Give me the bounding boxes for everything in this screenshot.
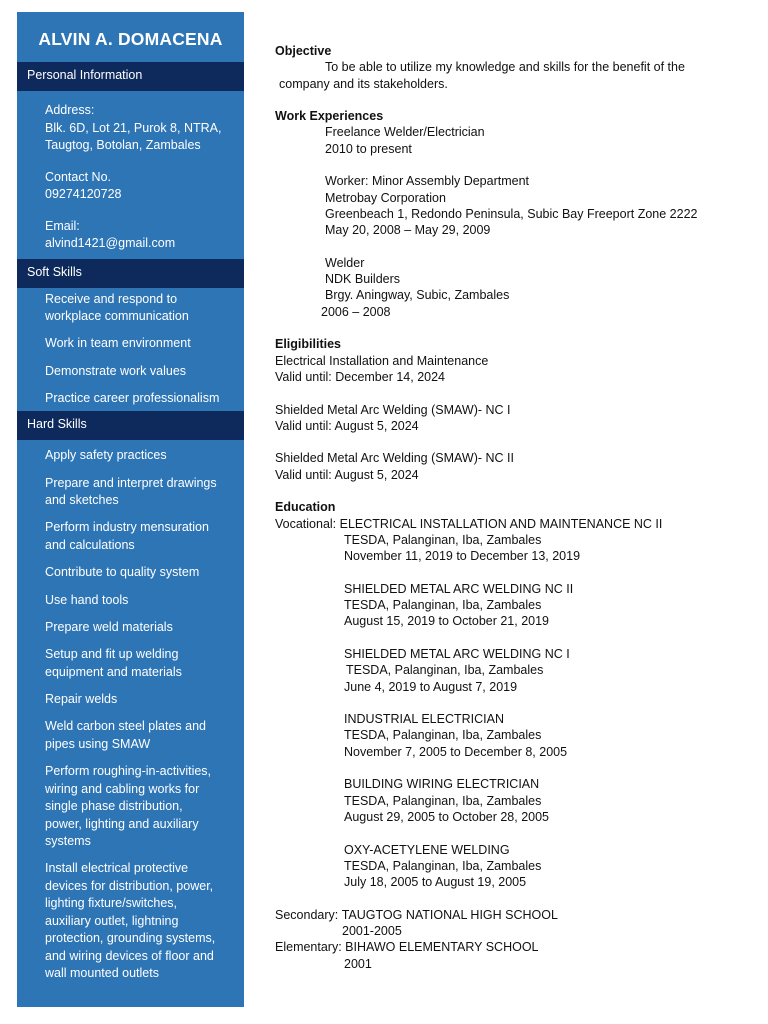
objective-text: company and its stakeholders.: [279, 76, 448, 91]
eligibility-entry: [275, 402, 745, 435]
elementary-school: BIHAWO ELEMENTARY SCHOOL: [345, 940, 539, 955]
skill-text: Prepare weld materials: [45, 619, 173, 634]
email-address: alvind1421@gmail.com: [45, 236, 176, 250]
skill-text: workplace communication: [45, 309, 189, 323]
work-entry: [275, 255, 745, 320]
work-line: NDK Builders: [325, 272, 401, 287]
skill-text: power, lighting and auxiliary: [45, 816, 199, 831]
address-line: Blk. 6D, Lot 21, Purok 8, NTRA,: [45, 120, 222, 135]
elementary-years: 2001: [344, 956, 372, 971]
vocational-entry: [275, 581, 745, 630]
secondary-years: 2001-2005: [342, 924, 402, 939]
skill-text: Install electrical protective: [45, 861, 189, 876]
work-line: Brgy. Aningway, Subic, Zambales: [325, 288, 510, 303]
vocational-entry: [275, 842, 745, 891]
skill-item: [45, 592, 234, 610]
skill-text: Work in team environment: [45, 336, 191, 351]
course-detail: TESDA, Palanginan, Iba, Zambales: [344, 598, 542, 613]
eligibility-line: Shielded Metal Arc Welding (SMAW)- NC II: [275, 451, 514, 466]
skill-text: and sketches: [45, 493, 119, 508]
skill-text: Receive and respond to: [45, 291, 178, 306]
personal-info-heading: Personal Information: [17, 62, 244, 91]
skill-text: auxiliary outlet, lightning: [45, 913, 179, 928]
hard-skills-list: [17, 440, 244, 986]
skill-text: Setup and fit up welding: [45, 647, 179, 662]
hard-skills-heading: Hard Skills: [17, 411, 244, 440]
work-entry: [275, 173, 745, 238]
skill-text: devices for distribution, power,: [45, 878, 214, 893]
address-label: Address:: [45, 103, 95, 117]
vocational-entry: [275, 646, 745, 695]
skill-text: Practice career professionalism: [45, 390, 220, 405]
eligibility-line: Valid until: August 5, 2024: [275, 467, 419, 482]
eligibility-entry: [275, 353, 745, 386]
address-group: [45, 102, 234, 155]
skill-text: Repair welds: [45, 691, 118, 706]
skill-item: [45, 646, 234, 681]
vocational-row: [275, 516, 745, 532]
skill-item: [45, 691, 234, 709]
skill-text: Weld carbon steel plates and: [45, 719, 206, 734]
vocational-entry: [275, 776, 745, 825]
eligibilities-heading: Eligibilities: [275, 337, 341, 352]
skill-text: protection, grounding systems,: [45, 931, 216, 946]
skill-text: Perform roughing-in-activities,: [45, 764, 212, 779]
skill-text: Demonstrate work values: [45, 363, 187, 378]
work-entry: [275, 124, 745, 157]
work-line: Freelance Welder/Electrician: [325, 125, 485, 140]
contact-details: [17, 91, 244, 259]
skill-item: [45, 475, 234, 510]
eligibilities-list: [275, 353, 745, 483]
skill-item: [45, 860, 234, 983]
eligibility-line: Valid until: August 5, 2024: [275, 418, 419, 433]
work-line: 2006 – 2008: [321, 304, 391, 319]
skill-text: Contribute to quality system: [45, 565, 200, 580]
course-title: INDUSTRIAL ELECTRICIAN: [344, 712, 504, 727]
skill-text: wiring and cabling works for: [45, 781, 200, 796]
elementary-label: Elementary:: [275, 940, 346, 955]
address-line: Taugtog, Botolan, Zambales: [45, 138, 201, 152]
vocational-entry: [275, 516, 745, 565]
course-title: SHIELDED METAL ARC WELDING NC I: [344, 646, 570, 661]
skill-text: Prepare and interpret drawings: [45, 475, 217, 490]
email-label: Email:: [45, 218, 80, 233]
eligibility-line: Shielded Metal Arc Welding (SMAW)- NC I: [275, 402, 511, 417]
course-detail: June 4, 2019 to August 7, 2019: [344, 679, 518, 694]
elementary-row: [275, 939, 745, 955]
skill-item: [45, 619, 234, 637]
vocational-label: Vocational:: [275, 516, 340, 531]
skill-text: lighting fixture/switches,: [45, 896, 178, 911]
course-title: SHIELDED METAL ARC WELDING NC II: [344, 581, 574, 596]
skill-item: [45, 564, 234, 582]
applicant-name: ALVIN A. DOMACENA: [38, 29, 223, 49]
skill-text: and calculations: [45, 537, 135, 552]
soft-skills-heading: Soft Skills: [17, 259, 244, 288]
eligibility-entry: [275, 450, 745, 483]
skill-text: Apply safety practices: [45, 448, 167, 463]
course-detail: TESDA, Palanginan, Iba, Zambales: [344, 858, 542, 873]
skill-text: equipment and materials: [45, 664, 182, 679]
skill-item: [45, 363, 234, 381]
secondary-label: Secondary:: [275, 907, 342, 922]
skill-item: [45, 335, 234, 353]
contact-group: [45, 169, 234, 204]
sidebar: [17, 12, 244, 1007]
work-line: Welder: [325, 255, 365, 270]
skill-text: Perform industry mensuration: [45, 520, 209, 535]
secondary-row: [275, 907, 745, 923]
skill-item: [45, 390, 234, 408]
skill-item: [45, 447, 234, 465]
objective-text: To be able to utilize my knowledge and skills for the benefit of the: [325, 60, 685, 75]
work-heading: Work Experiences: [275, 109, 384, 124]
eligibility-line: Electrical Installation and Maintenance: [275, 353, 489, 368]
secondary-school: TAUGTOG NATIONAL HIGH SCHOOL: [341, 907, 558, 922]
contact-label: Contact No.: [45, 169, 112, 184]
education-heading: Education: [275, 500, 336, 515]
soft-skills-list: [17, 288, 244, 412]
email-group: [45, 218, 234, 253]
course-detail: August 15, 2019 to October 21, 2019: [344, 614, 550, 629]
course-detail: TESDA, Palanginan, Iba, Zambales: [344, 728, 542, 743]
objective-heading: Objective: [275, 44, 332, 58]
course-detail: TESDA, Palanginan, Iba, Zambales: [344, 532, 542, 547]
skill-item: [45, 763, 234, 851]
skill-item: [45, 519, 234, 554]
course-title: BUILDING WIRING ELECTRICIAN: [344, 777, 540, 792]
skill-text: systems: [45, 834, 91, 849]
skill-text: and wiring devices of floor and: [45, 948, 214, 963]
vocational-list: [275, 516, 745, 891]
work-line: Greenbeach 1, Redondo Peninsula, Subic Bay Freeport Zone 2222: [325, 206, 698, 221]
skill-text: Use hand tools: [45, 592, 129, 607]
course-title: OXY-ACETYLENE WELDING: [344, 842, 510, 857]
main-content: [275, 43, 745, 972]
eligibility-line: Valid until: December 14, 2024: [275, 369, 446, 384]
course-detail: November 11, 2019 to December 13, 2019: [344, 549, 581, 564]
vocational-entry: [275, 711, 745, 760]
work-line: Metrobay Corporation: [325, 190, 446, 205]
work-line: Worker: Minor Assembly Department: [325, 174, 529, 189]
skill-item: [45, 291, 234, 326]
course-detail: November 7, 2005 to December 8, 2005: [344, 744, 568, 759]
work-list: [275, 124, 745, 320]
skill-text: pipes using SMAW: [45, 736, 151, 751]
course-title: ELECTRICAL INSTALLATION AND MAINTENANCE NC II: [339, 516, 663, 531]
contact-number: 09274120728: [45, 187, 122, 201]
course-detail: August 29, 2005 to October 28, 2005: [344, 809, 550, 824]
work-line: 2010 to present: [325, 141, 412, 156]
skill-item: [45, 718, 234, 753]
course-detail: July 18, 2005 to August 19, 2005: [344, 875, 527, 890]
work-line: May 20, 2008 – May 29, 2009: [325, 223, 491, 238]
skill-text: single phase distribution,: [45, 799, 183, 814]
course-detail: TESDA, Palanginan, Iba, Zambales: [346, 663, 544, 678]
course-detail: TESDA, Palanginan, Iba, Zambales: [344, 793, 542, 808]
skill-text: wall mounted outlets: [45, 966, 159, 981]
